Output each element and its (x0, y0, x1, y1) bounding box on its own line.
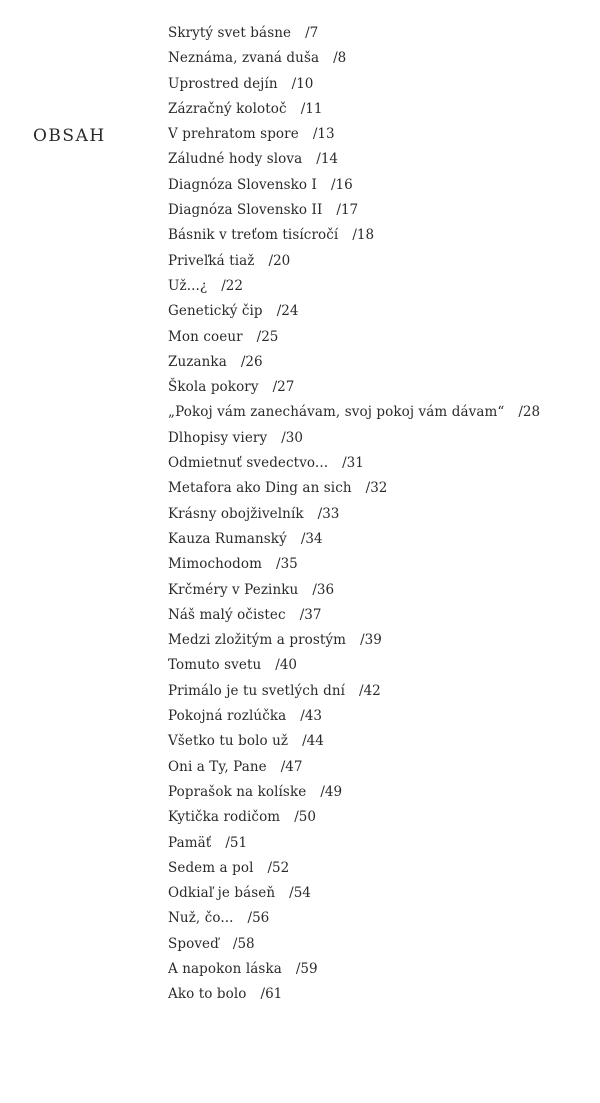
toc-entry-title: Zuzanka (168, 353, 227, 370)
toc-entry-title: Už...¿ (168, 277, 208, 294)
toc-entry-title: Oni a Ty, Pane (168, 758, 267, 775)
toc-entry-title: Poprašok na kolíske (168, 783, 307, 800)
toc-entry (168, 881, 540, 906)
toc-entry-title: Záludné hody slova (168, 151, 303, 168)
toc-entry-title: Medzi zložitým a prostým (168, 632, 347, 649)
toc-entry-page-number: /58 (232, 935, 255, 952)
toc-entry (168, 350, 540, 375)
toc-entry-page-number: /18 (352, 227, 375, 244)
toc-entry-page-number: /24 (276, 303, 299, 320)
toc-entry-page-number: /59 (295, 960, 318, 977)
toc-entry (168, 679, 540, 704)
toc-entry-title: Všetko tu bolo už (168, 733, 289, 750)
toc-entry-title: Pokojná rozlúčka (168, 708, 287, 725)
toc-entry (168, 223, 540, 248)
toc-entry (168, 451, 540, 476)
toc-entry (168, 856, 540, 881)
toc-entry-title: Básnik v treťom tisícročí (168, 227, 339, 244)
toc-entry-title: Priveľká tiaž (168, 252, 255, 269)
toc-entry-page-number: /20 (268, 252, 291, 269)
toc-entry-page-number: /52 (267, 859, 290, 876)
toc-entry (168, 653, 540, 678)
toc-entry (168, 805, 540, 830)
toc-entry-page-number: /31 (342, 455, 364, 472)
toc-entry-page-number: /32 (365, 480, 388, 497)
toc-entry (168, 932, 540, 957)
toc-entry (168, 426, 540, 451)
toc-entry-title: Spoveď (168, 935, 219, 952)
toc-entry-title: Pamäť (168, 834, 212, 851)
toc-entry-title: Mon coeur (168, 328, 243, 345)
toc-entry-page-number: /13 (312, 126, 335, 143)
toc-entry (168, 628, 540, 653)
toc-entry-page-number: /16 (330, 176, 353, 193)
toc-entry (168, 704, 540, 729)
toc-entry-title: Odmietnuť svedectvo... (168, 455, 329, 472)
toc-entry (168, 46, 540, 71)
toc-entry-page-number: /47 (280, 758, 303, 775)
toc-entry-page-number: /51 (225, 834, 248, 851)
toc-entry-title: Dlhopisy viery (168, 429, 268, 446)
toc-entry-title: Nuž, čo... (168, 910, 234, 927)
toc-entry-page-number: /44 (302, 733, 324, 750)
toc-entry (168, 957, 540, 982)
toc-entry (168, 325, 540, 350)
toc-entry-title: Krčméry v Pezinku (168, 581, 299, 598)
toc-entry-page-number: /37 (299, 606, 322, 623)
toc-entry-page-number: /42 (359, 682, 381, 699)
toc-entry-title: Kauza Rumanský (168, 530, 287, 547)
toc-entry-page-number: /30 (281, 429, 303, 446)
toc-entry-title: „Pokoj vám zanechávam, svoj pokoj vám dávam“ (168, 404, 505, 421)
toc-entry-title: Primálo je tu svetlých dní (168, 682, 346, 699)
toc-entry-title: Mimochodom (168, 556, 263, 573)
toc-entry-title: Diagnóza Slovensko I (168, 176, 317, 193)
toc-entry (168, 274, 540, 299)
toc-entry-title: Uprostred dejín (168, 75, 278, 92)
toc-entry-page-number: /25 (256, 328, 279, 345)
toc-entry-title: Sedem a pol (168, 859, 254, 876)
toc-entry-page-number: /36 (312, 581, 335, 598)
toc-entry-title: Škola pokory (168, 379, 259, 396)
toc-entry (168, 780, 540, 805)
toc-entry (168, 755, 540, 780)
toc-entry-page-number: /56 (247, 910, 270, 927)
toc-entry-page-number: /17 (336, 202, 359, 219)
toc-entry-page-number: /22 (221, 277, 243, 294)
toc-entry (168, 198, 540, 223)
toc-entry-page-number: /11 (300, 100, 323, 117)
toc-entry-page-number: /33 (317, 505, 340, 522)
toc-entry (168, 299, 540, 324)
toc-entry-title: V prehratom spore (168, 126, 299, 143)
toc-entry-title: Skrytý svet básne (168, 25, 292, 41)
toc-entry-page-number: /35 (276, 556, 298, 573)
toc-entry-page-number: /14 (316, 151, 339, 168)
page-heading: OBSAH (33, 126, 106, 146)
toc-entry (168, 527, 540, 552)
toc-entry (168, 122, 540, 147)
toc-entry (168, 400, 540, 425)
toc-entry (168, 831, 540, 856)
toc-entry-title: Ako to bolo (168, 986, 247, 1003)
toc-entry (168, 72, 540, 97)
toc-entry (168, 982, 540, 1007)
toc-entry-title: Náš malý očistec (168, 606, 286, 623)
toc-entry (168, 906, 540, 931)
toc-entry-page-number: /49 (320, 783, 343, 800)
toc-entry (168, 173, 540, 198)
toc-entry (168, 578, 540, 603)
toc-entry (168, 476, 540, 501)
toc-entry-title: Odkiaľ je báseň (168, 885, 276, 902)
toc-entry-page-number: /34 (300, 530, 323, 547)
toc-entry-title: A napokon láska (168, 960, 282, 977)
toc-entry (168, 552, 540, 577)
toc-entry-title: Zázračný kolotoč (168, 100, 287, 117)
toc-entry-page-number: /8 (333, 50, 347, 67)
toc-entry-page-number: /54 (289, 885, 311, 902)
toc-entry (168, 147, 540, 172)
toc-entry-title: Tomuto svetu (168, 657, 262, 674)
toc-entry (168, 97, 540, 122)
toc-entry-title: Genetický čip (168, 303, 263, 320)
toc-entry-page-number: /28 (518, 404, 541, 421)
toc-entry-title: Krásny obojživelník (168, 505, 304, 522)
toc-entry-page-number: /43 (300, 708, 323, 725)
toc-entry (168, 375, 540, 400)
toc-entry-page-number: /39 (360, 632, 382, 649)
toc-entry-page-number: /40 (275, 657, 298, 674)
toc-entry-title: Metafora ako Ding an sich (168, 480, 352, 497)
toc-entry-page-number: /10 (291, 75, 314, 92)
toc-entry-title: Diagnóza Slovensko II (168, 202, 323, 219)
toc-entry-page-number: /27 (272, 379, 295, 396)
toc-entry-title: Kytička rodičom (168, 809, 281, 826)
toc-entry (168, 249, 540, 274)
toc-entry (168, 502, 540, 527)
toc-entry-page-number: /61 (260, 986, 283, 1003)
toc-entry (168, 729, 540, 754)
table-of-contents (168, 21, 540, 1008)
toc-entry-title: Neznáma, zvaná duša (168, 50, 320, 67)
toc-entry-page-number: /50 (294, 809, 316, 826)
toc-entry-page-number: /7 (305, 25, 319, 41)
toc-entry-page-number: /26 (240, 353, 263, 370)
toc-entry (168, 21, 540, 46)
toc-entry (168, 603, 540, 628)
